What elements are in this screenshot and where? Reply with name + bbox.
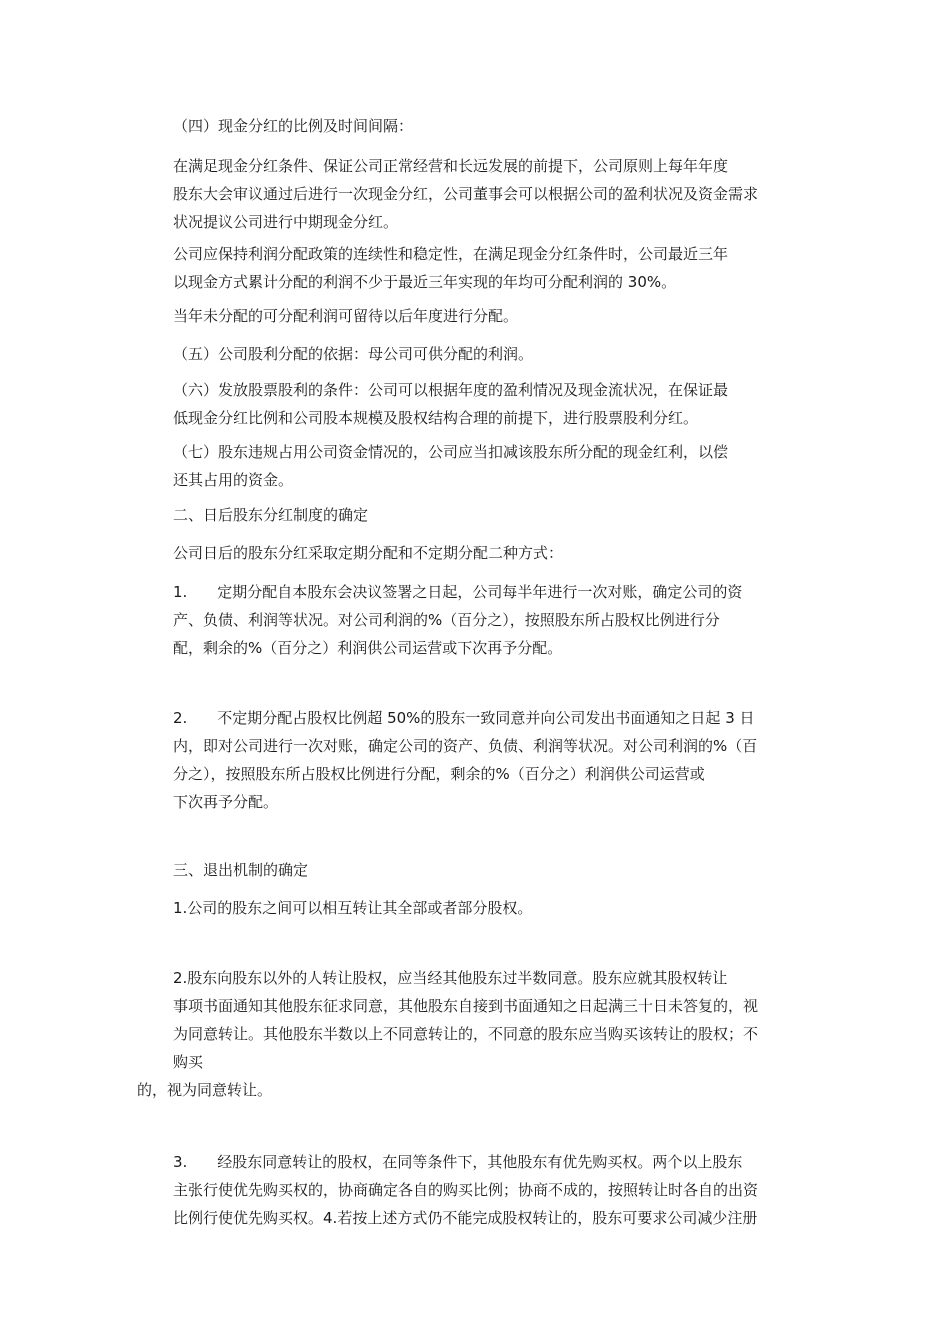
- text-line: 产、负债、利润等状况。对公司利润的%（百分之），按照股东所占股权比例进行分: [173, 611, 720, 629]
- paragraph-irregular-distribution: [137, 704, 817, 816]
- paragraph-policy-continuity: [137, 240, 817, 296]
- text-line: 主张行使优先购买权的，协商确定各自的购买比例；协商不成的，按照转让时各自的出资: [173, 1181, 759, 1199]
- paragraph-periodic-distribution: [137, 578, 817, 662]
- text-line: 事项书面通知其他股东征求同意，其他股东自接到书面通知之日起满三十日未答复的，视: [173, 997, 759, 1015]
- text-line: 的，视为同意转让。: [137, 1081, 273, 1099]
- text-line: 2. 不定期分配占股权比例超 50%的股东一致同意并向公司发出书面通知之日起 3 日: [173, 709, 755, 727]
- text-line: 当年未分配的可分配利润可留待以后年度进行分配。: [173, 307, 519, 325]
- text-line: （六）发放股票股利的条件：公司可以根据年度的盈利情况及现金流状况，在保证最: [173, 381, 729, 399]
- text-line: 下次再予分配。: [173, 793, 279, 811]
- text-line: 低现金分红比例和公司股本规模及股权结构合理的前提下，进行股票股利分红。: [173, 409, 699, 427]
- text-line: 1. 定期分配自本股东会决议签署之日起，公司每半年进行一次对账，确定公司的资: [173, 583, 743, 601]
- text-line: 在满足现金分红条件、保证公司正常经营和长远发展的前提下，公司原则上每年年度: [173, 157, 729, 175]
- text-line: （七）股东违规占用公司资金情况的，公司应当扣减该股东所分配的现金红利，以偿: [173, 443, 729, 461]
- section-2-heading: [137, 501, 817, 529]
- section-3-heading: [137, 856, 817, 884]
- text-line: 为同意转让。其他股东半数以上不同意转让的，不同意的股东应当购买该转让的股权；不: [173, 1025, 759, 1043]
- paragraph-undistributed: [137, 302, 817, 330]
- paragraph-5-basis: [137, 340, 817, 368]
- text-line: 三、退出机制的确定: [173, 861, 309, 879]
- text-line: 3. 经股东同意转让的股权，在同等条件下，其他股东有优先购买权。两个以上股东: [173, 1153, 743, 1171]
- text-line: （四）现金分红的比例及时间间隔：: [173, 117, 414, 135]
- text-line: 1.公司的股东之间可以相互转让其全部或者部分股权。: [173, 899, 533, 917]
- paragraph-7-violation: [137, 438, 817, 494]
- text-line: 购买: [173, 1053, 204, 1071]
- text-line: 配，剩余的%（百分之）利润供公司运营或下次再予分配。: [173, 639, 563, 657]
- text-line: 分之），按照股东所占股权比例进行分配，剩余的%（百分之）利润供公司运营或: [173, 765, 705, 783]
- text-line: 股东大会审议通过后进行一次现金分红，公司董事会可以根据公司的盈利状况及资金需求: [173, 185, 759, 203]
- text-line: 公司日后的股东分红采取定期分配和不定期分配二种方式：: [173, 544, 564, 562]
- text-line: 公司应保持利润分配政策的连续性和稳定性，在满足现金分红条件时，公司最近三年: [173, 245, 729, 263]
- paragraph-dividend-methods: [137, 539, 817, 567]
- paragraph-preemptive-right: [137, 1148, 817, 1232]
- text-line: 比例行使优先购买权。4.若按上述方式仍不能完成股权转让的，股东可要求公司减少注册: [173, 1209, 758, 1227]
- text-line: 还其占用的资金。: [173, 471, 294, 489]
- text-line: （五）公司股利分配的依据：母公司可供分配的利润。: [173, 345, 534, 363]
- paragraph-6-stock-dividend: [137, 376, 817, 432]
- paragraph-transfer-to-outsiders: [137, 964, 817, 1076]
- text-line: 二、日后股东分红制度的确定: [173, 506, 369, 524]
- paragraph-cash-dividend: [137, 152, 817, 236]
- text-line: 内，即对公司进行一次对账，确定公司的资产、负债、利润等状况。对公司利润的%（百: [173, 737, 758, 755]
- paragraph-transfer-between-shareholders: [137, 894, 817, 922]
- text-line: 以现金方式累计分配的利润不少于最近三年实现的年均可分配利润的 30%。: [173, 273, 677, 291]
- paragraph-4-heading: [137, 112, 817, 140]
- document-page: [137, 0, 817, 1344]
- text-line: 状况提议公司进行中期现金分红。: [173, 213, 399, 231]
- text-line: 2.股东向股东以外的人转让股权，应当经其他股东过半数同意。股东应就其股权转让: [173, 969, 728, 987]
- paragraph-deemed-consent: [137, 1076, 817, 1104]
